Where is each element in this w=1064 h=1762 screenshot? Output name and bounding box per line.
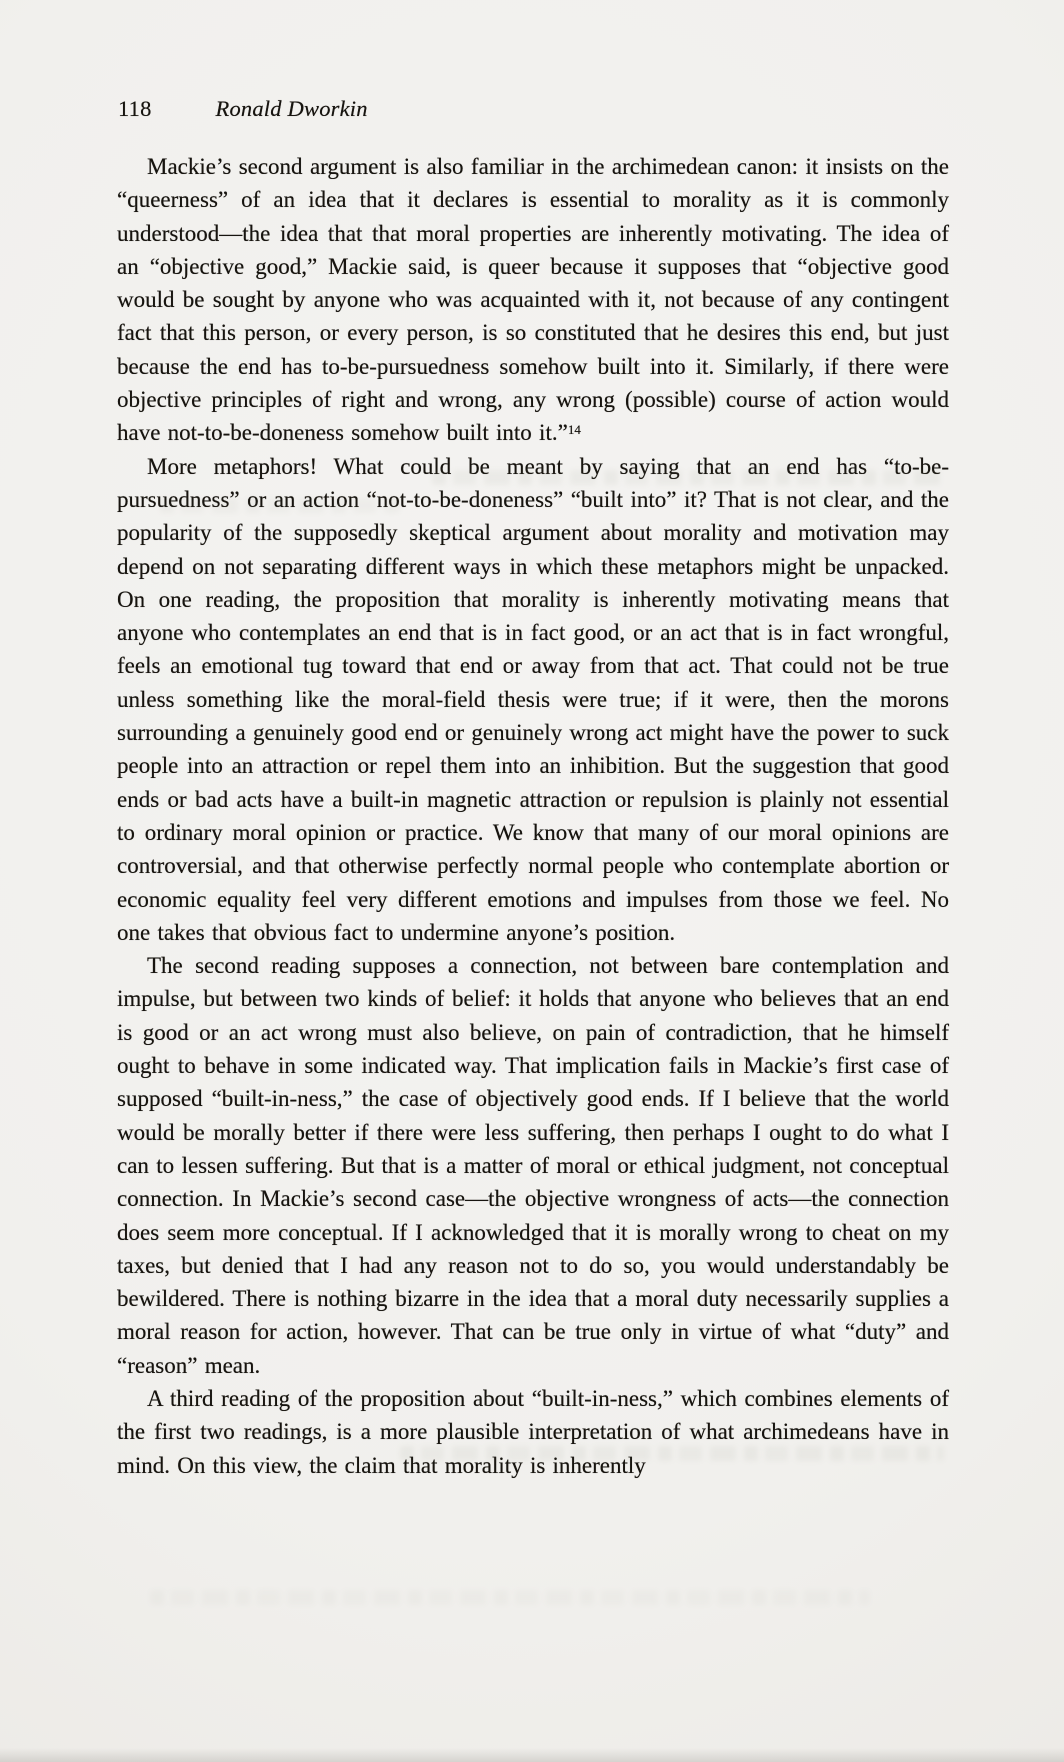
running-head [118, 96, 368, 122]
paragraph-2-text: More metaphors! What could be meant by saying that an end has “to-be-pursuedness” or an action “not-to-be-doneness” “built into” it? That is not clear, and the popularity of the supposedly skeptical argument about morality and motivation may depend on not separating different ways in which these metaphors might be unpacked. On one reading, the proposition that morality is inherently motivating means that anyone who contemplates an end that is in fact good, or an act that is in fact wrongful, feels an emotional tug toward that end or away from that act. That could not be true unless something like the moral-field thesis were true; if it were, then the morons surrounding a genuinely good end or genuinely wrong act might have the power to suck people into an attraction or repel them into an inhibition. But the suggestion that good ends or bad acts have a built-in magnetic attraction or repulsion is plainly not essential to ordinary moral opinion or practice. We know that many of our moral opinions are controversial, and that otherwise perfectly normal people who contemplate abortion or economic equality feel very different emotions and impulses from those we feel. No one takes that obvious fact to undermine anyone’s position. [117, 453, 949, 945]
running-head-author: Ronald Dworkin [215, 96, 368, 121]
paragraph-1-text: Mackie’s second argument is also familiar in the archimedean canon: it insists on the “queerness” of an idea that it declares is essential to morality as it is commonly understood—the idea that that moral properties are inherently motivating. The idea of an “objective good,” Mackie said, is queer because it supposes that “objective good would be sought by anyone who was acquainted with it, not because of any contingent fact that this person, or every person, is so constituted that he desires this end, but just because the end has to-be-pursuedness somehow built into it. Similarly, if there were objective principles of right and wrong, any wrong (possible) course of action would have not-to-be-doneness somehow built into it.” [117, 154, 949, 446]
show-through-artifact [150, 1590, 870, 1605]
paragraph-1 [117, 150, 949, 450]
paragraph-3 [117, 949, 949, 1382]
paragraph-4-text: A third reading of the proposition about “built-in-ness,” which combines elements of the first two readings, is a more plausible interpretation of what archimedeans have in mind. On this view, the claim that morality is inherently [117, 1385, 949, 1478]
paragraph-2 [117, 450, 949, 949]
paragraph-3-text: The second reading supposes a connection, not between bare contemplation and impulse, but between two kinds of belief: it holds that anyone who believes that an end is good or an act wrong must also believe, on pain of contradiction, that he himself ought to behave in some indicated way. That implication fails in Mackie’s first case of supposed “built-in-ness,” the case of objectively good ends. If I believe that the world would be morally better if there were less suffering, then perhaps I ought to do what I can to lessen suffering. But that is a matter of moral or ethical judgment, not conceptual connection. In Mackie’s second case—the objective wrongness of acts—the connection does seem more conceptual. If I acknowledged that it is morally wrong to cheat on my taxes, but denied that I had any reason not to do so, you would understandably be bewildered. There is nothing bizarre in the idea that a moral duty necessarily supplies a moral reason for action, however. That can be true only in virtue of what “duty” and “reason” mean. [117, 953, 949, 1378]
body-text [117, 150, 949, 1482]
paragraph-4 [117, 1382, 949, 1482]
footnote-ref-14: 14 [567, 422, 581, 438]
page-number: 118 [118, 96, 152, 121]
